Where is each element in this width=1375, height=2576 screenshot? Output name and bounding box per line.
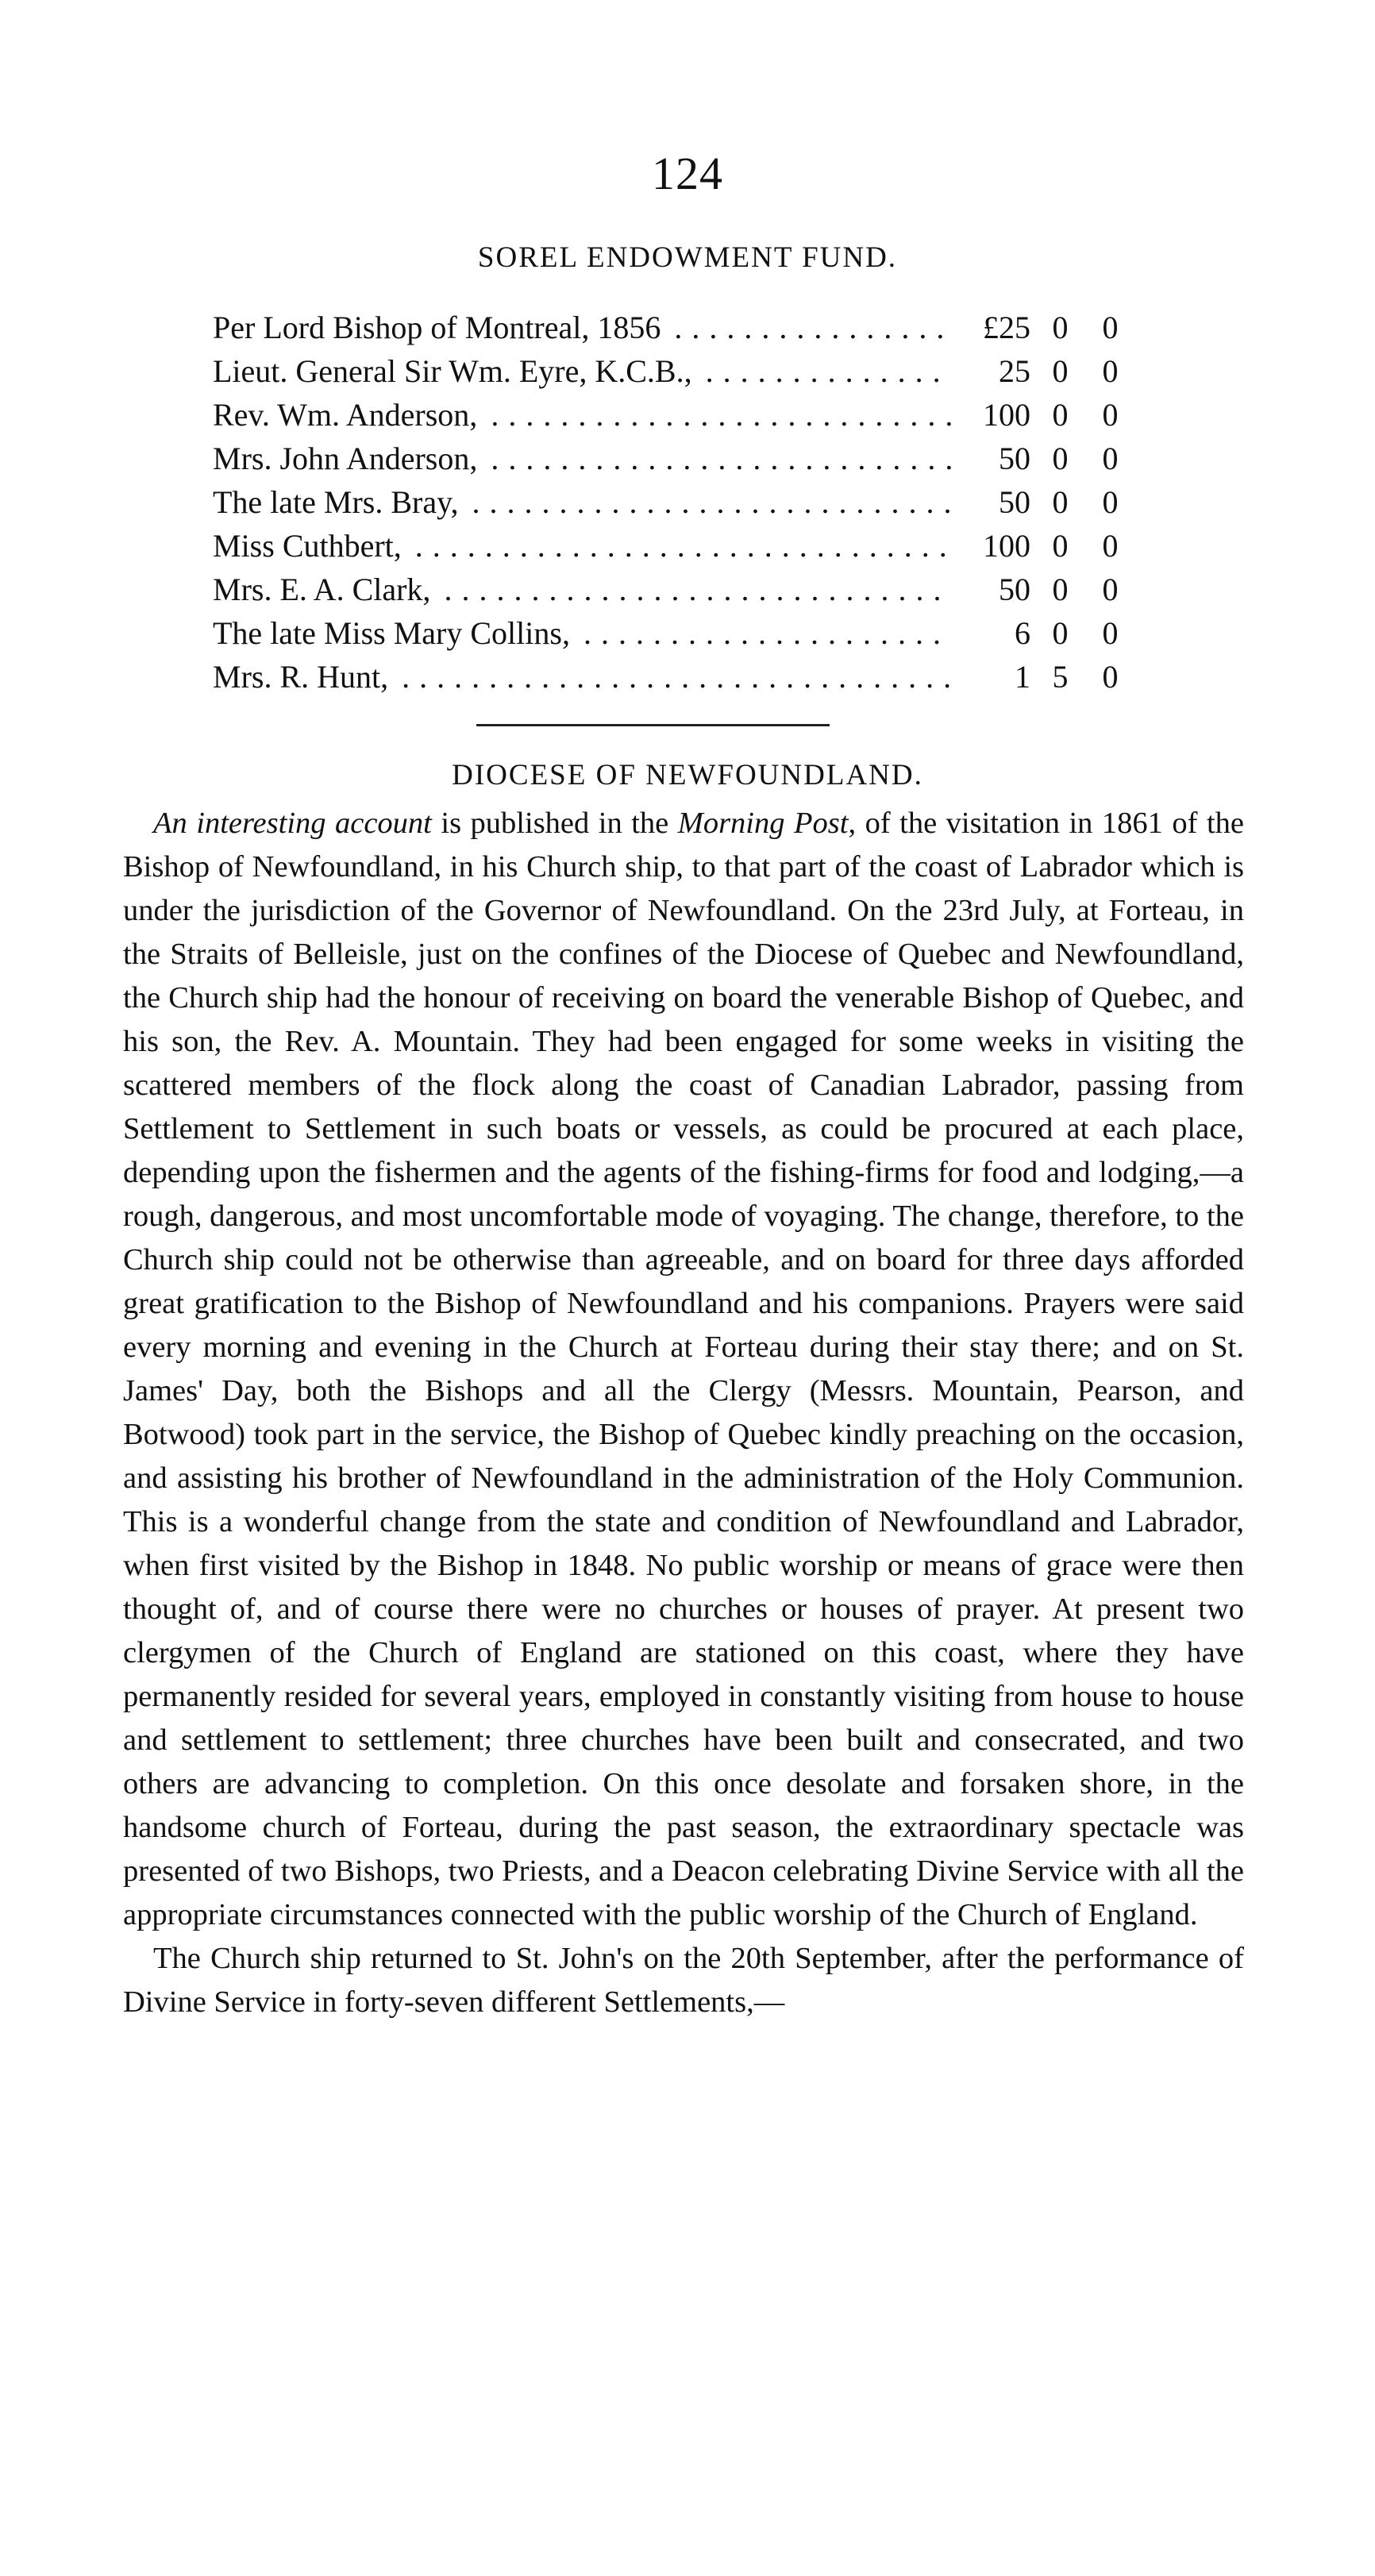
ledger-name: Lieut. General Sir Wm. Eyre, K.C.B., — [213, 353, 697, 389]
paragraph-visitation — [123, 802, 1244, 1937]
ledger-name: Mrs. John Anderson, — [213, 441, 482, 476]
lead-phrase: An interesting account — [153, 807, 432, 840]
ledger-pence: 0 — [1092, 393, 1128, 437]
ledger-pence: 0 — [1092, 611, 1128, 655]
ledger-name: The late Miss Mary Collins, — [213, 615, 575, 651]
ledger-pounds: 6 — [951, 611, 1030, 655]
ledger-pounds: 1 — [951, 655, 1030, 699]
ledger-row — [213, 306, 1134, 349]
ledger-pence: 0 — [1092, 524, 1128, 568]
ledger-name: Mrs. R. Hunt, — [213, 659, 393, 695]
ledger-shillings: 0 — [1042, 611, 1078, 655]
ledger-pounds: 50 — [951, 480, 1030, 524]
ledger-row — [213, 437, 1134, 480]
ledger-pence: 0 — [1092, 480, 1128, 524]
section-divider — [476, 724, 830, 726]
ledger-shillings: 0 — [1042, 568, 1078, 611]
ledger-pounds: 100 — [951, 524, 1030, 568]
ledger-shillings: 0 — [1042, 349, 1078, 393]
ledger-pounds: £25 — [951, 306, 1030, 349]
ledger-pence: 0 — [1092, 349, 1128, 393]
ledger-pounds: 25 — [951, 349, 1030, 393]
ledger-name: Per Lord Bishop of Montreal, 1856 — [213, 310, 665, 345]
paragraph-return: The Church ship returned to St. John's on the 20th September, after the performance of Divine Service in forty-seven different Settlements,— — [123, 1942, 1244, 2019]
page-number: 124 — [652, 148, 723, 199]
article-body — [123, 802, 1244, 2024]
ledger-row — [213, 393, 1134, 437]
ledger-row — [213, 480, 1134, 524]
ledger-shillings: 0 — [1042, 437, 1078, 480]
ledger-pence: 0 — [1092, 306, 1128, 349]
ledger-shillings: 5 — [1042, 655, 1078, 699]
ledger-pounds: 100 — [951, 393, 1030, 437]
ledger-name: Miss Cuthbert, — [213, 528, 406, 564]
subscription-ledger — [213, 306, 1134, 699]
ledger-name: Rev. Wm. Anderson, — [213, 397, 482, 433]
ledger-pence: 0 — [1092, 437, 1128, 480]
ledger-name: Mrs. E. A. Clark, — [213, 572, 435, 607]
ledger-pounds: 50 — [951, 437, 1030, 480]
ledger-row — [213, 611, 1134, 655]
ledger-row — [213, 524, 1134, 568]
ledger-pence: 0 — [1092, 655, 1128, 699]
ledger-row — [213, 655, 1134, 699]
ledger-row — [213, 349, 1134, 393]
ledger-pounds: 50 — [951, 568, 1030, 611]
ledger-shillings: 0 — [1042, 480, 1078, 524]
ledger-name: The late Mrs. Bray, — [213, 484, 464, 520]
newspaper-title: Morning Post — [677, 807, 849, 840]
ledger-shillings: 0 — [1042, 393, 1078, 437]
ledger-row — [213, 568, 1134, 611]
diocese-heading: DIOCESE OF NEWFOUNDLAND. — [452, 759, 923, 791]
ledger-pence: 0 — [1092, 568, 1128, 611]
ledger-shillings: 0 — [1042, 306, 1078, 349]
fund-heading: SOREL ENDOWMENT FUND. — [477, 241, 898, 274]
paragraph-text: , of the visitation in 1861 of the Bishop of Newfoundland, in his Church ship, to that part of the coast of Labrador which is under the jurisdiction of the Governor of Newfoundland. On the 23rd July, at Forteau, in the Straits of Belleisle, just on the confines of the Diocese of Quebec and Newfoundland, the Church ship had the honour of receiving on board the venerable Bishop of Quebec, and his son, the Rev. A. Mountain. They had been engaged for some weeks in visiting the scattered members of the flock along the coast of Canadian Labrador, passing from Settlement to Settlement in such boats or vessels, as could be procured at each place, depending upon the fishermen and the agents of the fishing-firms for food and lodging,—a rough, dangerous, and most uncomfortable mode of voyaging. The change, therefore, to the Church ship could not be otherwise than agreeable, and on board for three days afforded great gratification to the Bishop of Newfoundland and his companions. Prayers were said every morning and evening in the Church at Forteau during their stay there; and on St. James' Day, both the Bishops and all the Clergy (Messrs. Mountain, Pearson, and Botwood) took part in the service, the Bishop of Quebec kindly preaching on the occasion, and assisting his brother of Newfoundland in the administration of the Holy Communion. This is a wonderful change from the state and condition of Newfoundland and Labrador, when first visited by the Bishop in 1848. No public worship or means of grace were then thought of, and of course there were no churches or houses of prayer. At present two clergymen of the Church of England are stationed on this coast, where they have permanently resided for several years, employed in constantly visiting from house to house and settlement to settlement; three churches have been built and consecrated, and two others are advancing to completion. On this once desolate and forsaken shore, in the handsome church of Forteau, during the past season, the extraordinary spectacle was presented of two Bishops, two Priests, and a Deacon celebrating Divine Service with all the appropriate circumstances connected with the public worship of the Church of England. — [123, 807, 1245, 1931]
ledger-shillings: 0 — [1042, 524, 1078, 568]
paragraph-text: is published in the — [431, 807, 678, 840]
